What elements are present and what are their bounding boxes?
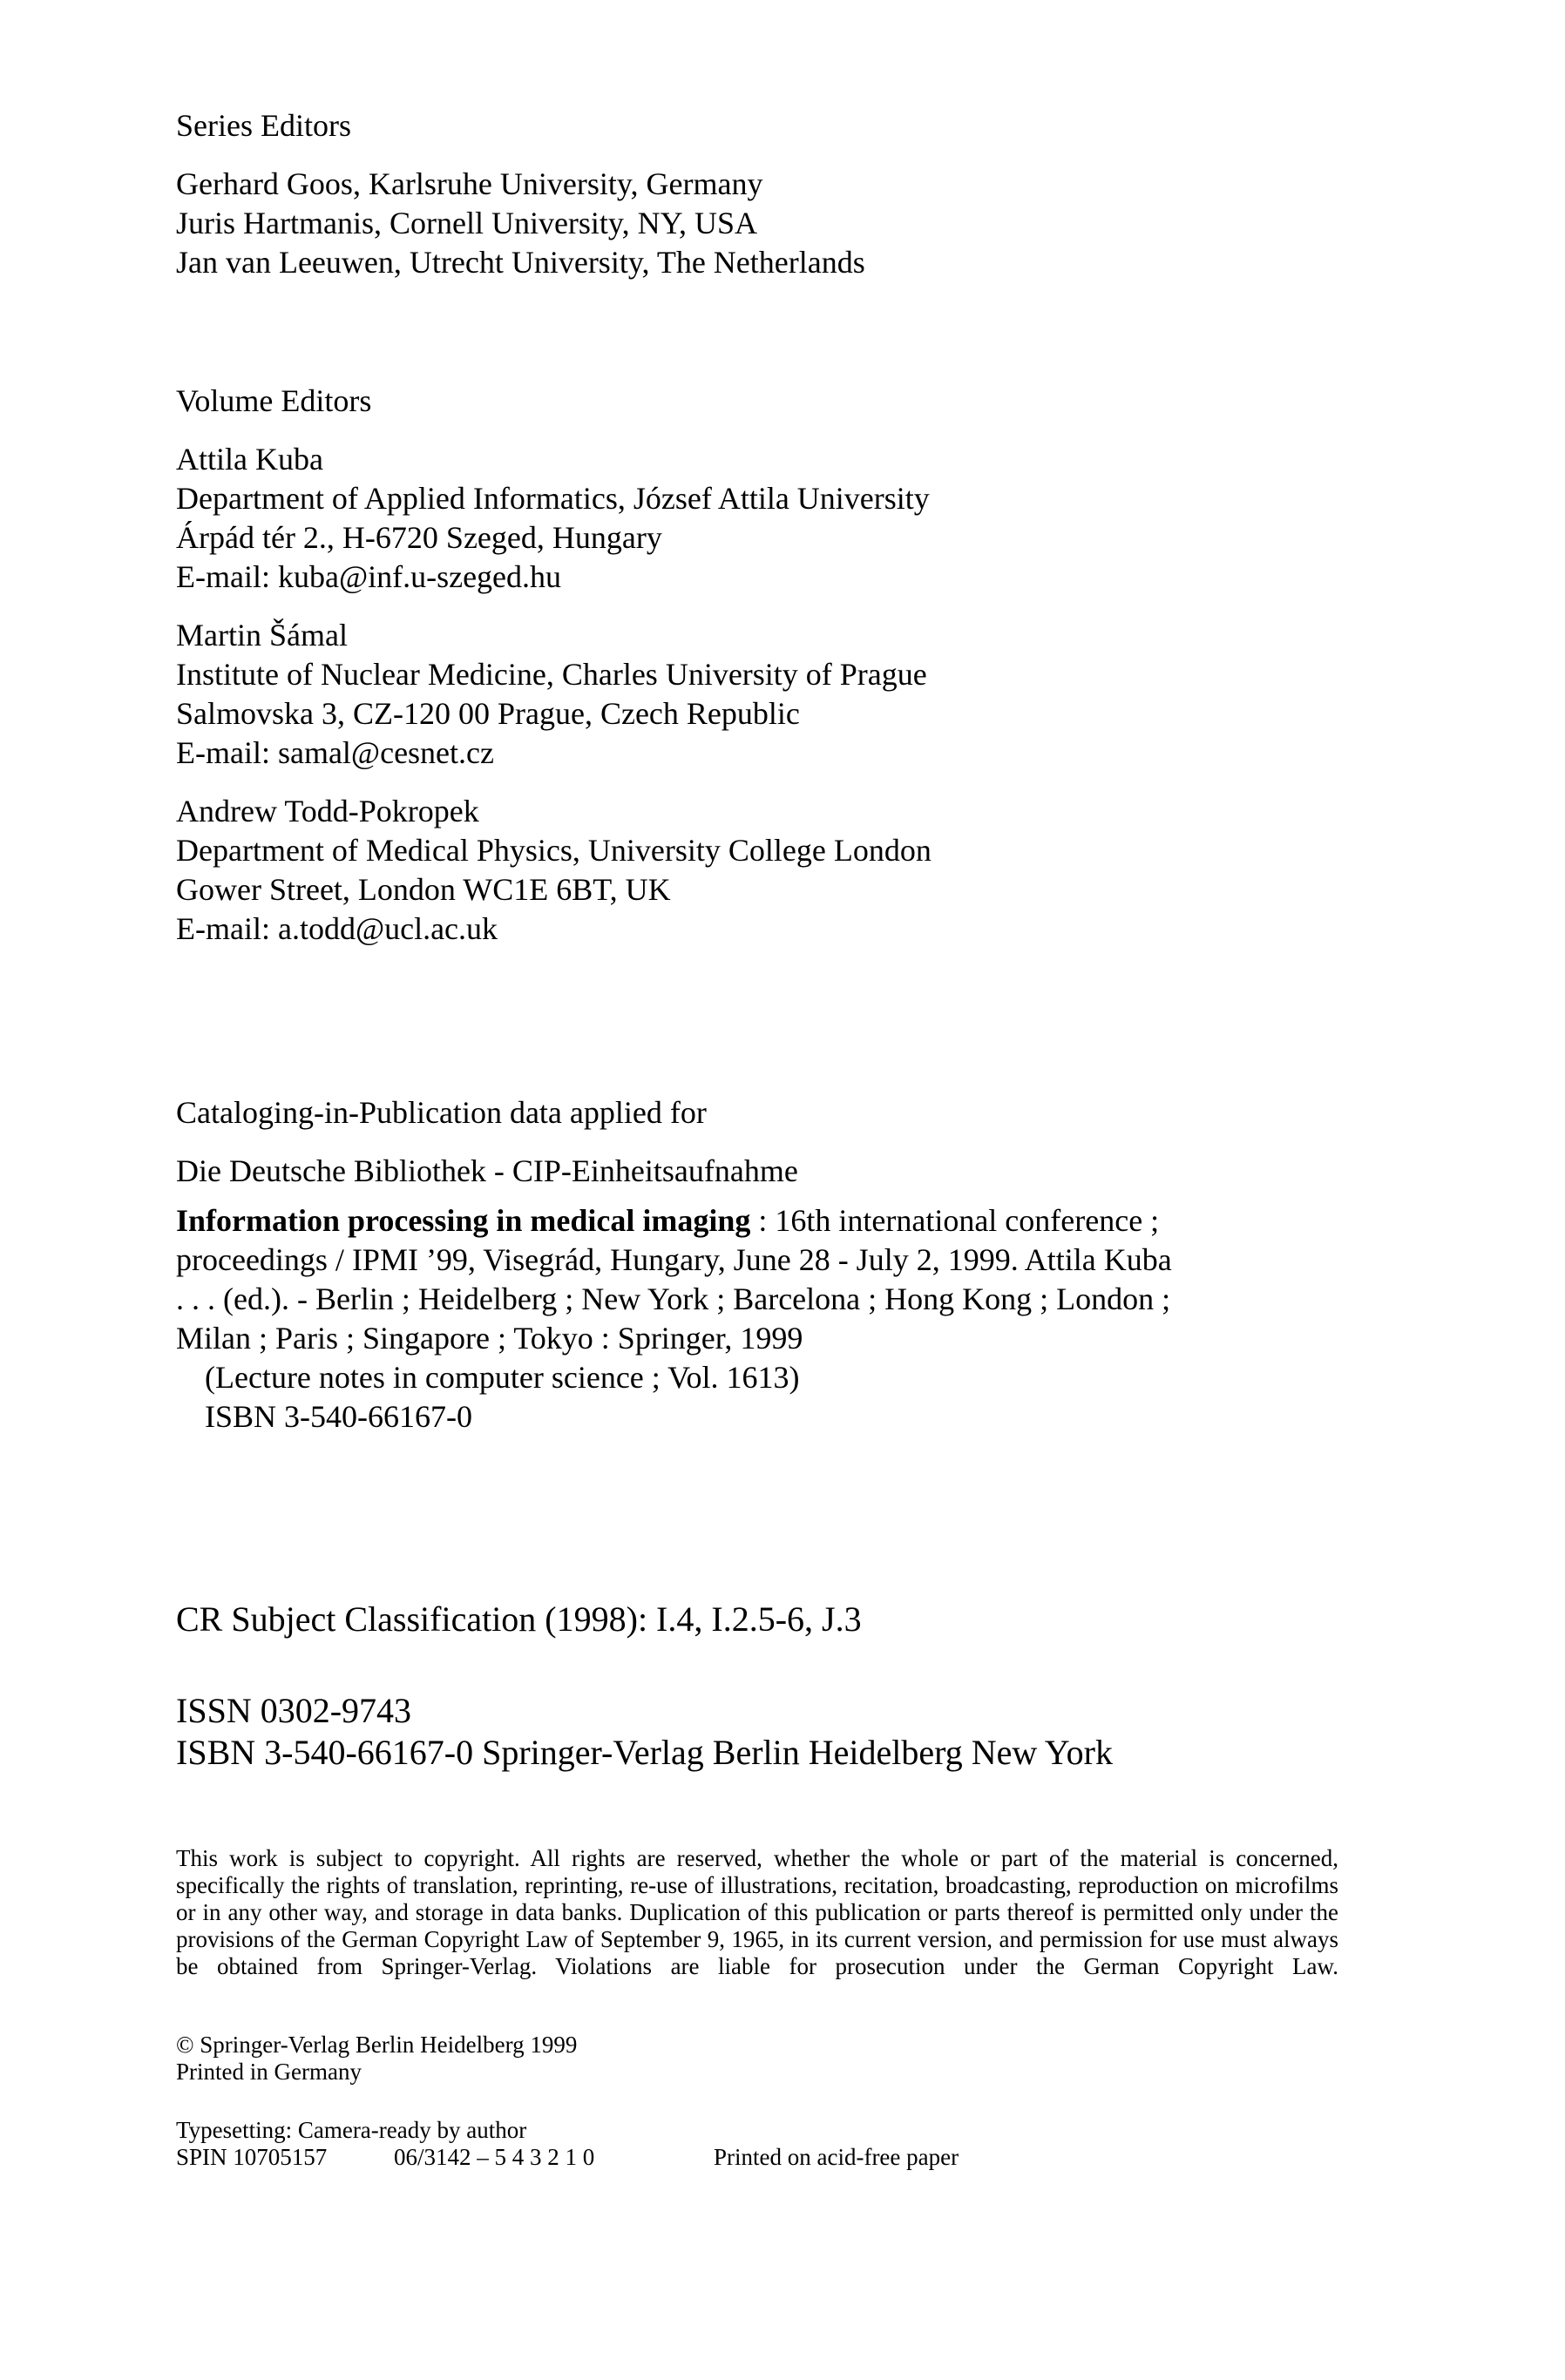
production-section <box>176 2117 1396 2171</box>
copyright-notice: This work is subject to copyright. All rights are reserved, whether the whole or part of the material is concerned, specifically the rights of translation, reprinting, re-use of illustrations, recitation, broadcasting, reproduction on microfilms or in any other way, and storage in data banks. Duplication of this publication or parts thereof is permitted only under the provisions of the German Copyright Law of September 9, 1965, in its current version, and permission for use must always be obtained from Springer-Verlag. Violations are liable for prosecution under the German Copyright Law. <box>176 1845 1338 1979</box>
editor-name: Martin Šámal <box>176 618 348 652</box>
editor-address: Árpád tér 2., H-6720 Szeged, Hungary <box>176 520 662 555</box>
cip-title: Information processing in medical imaging <box>176 1203 751 1238</box>
cip-series-note: (Lecture notes in computer science ; Vol. 1613) <box>205 1360 800 1395</box>
cr-classification: CR Subject Classification (1998): I.4, I.2.5-6, J.3 <box>176 1599 862 1639</box>
editor-email: E-mail: a.todd@ucl.ac.uk <box>176 911 498 946</box>
isbn: ISBN 3-540-66167-0 Springer-Verlag Berlin Heidelberg New York <box>176 1733 1113 1772</box>
editor-affiliation: Institute of Nuclear Medicine, Charles University of Prague <box>176 657 927 692</box>
editor-name: Attila Kuba <box>176 442 323 477</box>
editor-address: Salmovska 3, CZ-120 00 Prague, Czech Republic <box>176 696 800 731</box>
editor-email: E-mail: samal@cesnet.cz <box>176 735 494 770</box>
series-editor-line: Gerhard Goos, Karlsruhe University, Germany <box>176 166 763 201</box>
cip-section <box>176 1093 1396 1437</box>
series-editors-section <box>176 106 1396 282</box>
editor-affiliation: Department of Medical Physics, University College London <box>176 833 932 868</box>
printed-in: Printed in Germany <box>176 2059 362 2085</box>
issn: ISSN 0302-9743 <box>176 1691 412 1730</box>
copyright-line: © Springer-Verlag Berlin Heidelberg 1999 <box>176 2032 578 2058</box>
paper-note: Printed on acid-free paper <box>714 2144 959 2170</box>
classification-section <box>176 1599 1396 1640</box>
editor-email: E-mail: kuba@inf.u-szeged.hu <box>176 559 562 594</box>
series-editor-line: Juris Hartmanis, Cornell University, NY, USA <box>176 206 757 240</box>
copyright-notice-section <box>176 1845 1396 1980</box>
editor-entry <box>176 616 1396 773</box>
editor-affiliation: Department of Applied Informatics, József Attila University <box>176 481 930 516</box>
typesetting: Typesetting: Camera-ready by author <box>176 2117 527 2143</box>
editor-entry <box>176 440 1396 597</box>
cip-isbn: ISBN 3-540-66167-0 <box>205 1399 472 1434</box>
copyright-line-section <box>176 2032 1396 2086</box>
volume-editors-section <box>176 382 1396 949</box>
series-editor-line: Jan van Leeuwen, Utrecht University, The Netherlands <box>176 245 865 280</box>
spin-row <box>176 2144 1396 2171</box>
cip-library: Die Deutsche Bibliothek - CIP-Einheitsaufnahme <box>176 1153 798 1188</box>
cip-record-line1 <box>176 1201 1396 1241</box>
identifiers-section <box>176 1690 1396 1774</box>
cip-title-rest: : 16th international conference ; <box>750 1203 1160 1238</box>
cip-record-line4: Milan ; Paris ; Singapore ; Tokyo : Springer, 1999 <box>176 1321 803 1356</box>
series-editors-heading: Series Editors <box>176 108 351 143</box>
editor-address: Gower Street, London WC1E 6BT, UK <box>176 872 671 907</box>
editor-name: Andrew Todd-Pokropek <box>176 794 479 828</box>
editor-entry <box>176 792 1396 949</box>
cip-applied: Cataloging-in-Publication data applied for <box>176 1095 707 1130</box>
spin-number: SPIN 10705157 <box>176 2144 328 2170</box>
cip-record-line3: . . . (ed.). - Berlin ; Heidelberg ; New York ; Barcelona ; Hong Kong ; London ; <box>176 1281 1171 1316</box>
volume-editors-heading: Volume Editors <box>176 383 372 418</box>
cip-record-line2: proceedings / IPMI ’99, Visegrád, Hungary, June 28 - July 2, 1999. Attila Kuba <box>176 1242 1172 1277</box>
print-code: 06/3142 – 5 4 3 2 1 0 <box>394 2144 595 2170</box>
